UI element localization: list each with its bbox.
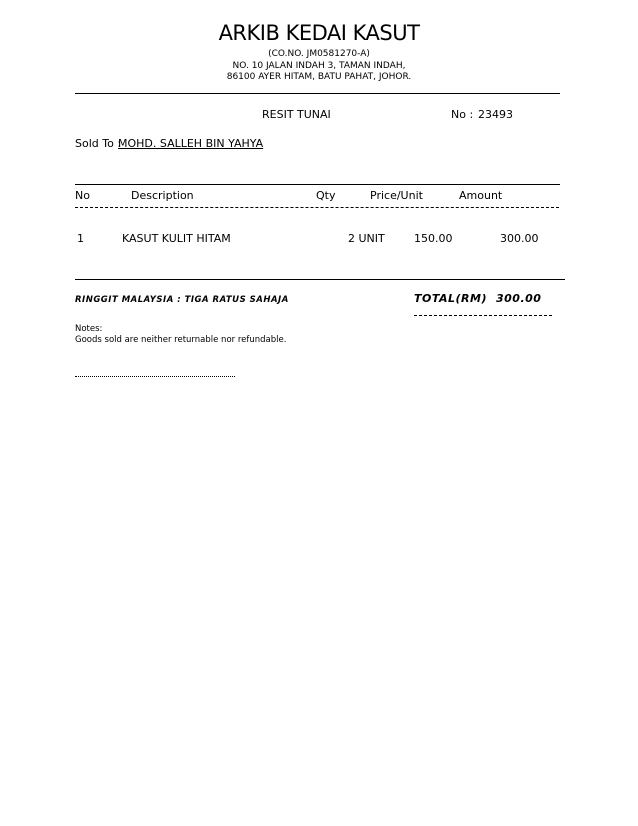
notes-text: Goods sold are neither returnable nor refundable.	[75, 335, 287, 345]
col-header-amount: Amount	[459, 189, 503, 202]
company-registration-no: (CO.NO. JM0581270-A)	[268, 49, 370, 59]
table-top-divider	[75, 184, 560, 185]
table-bottom-divider	[75, 279, 565, 280]
col-header-price: Price/Unit	[370, 189, 423, 202]
col-header-qty: Qty	[316, 189, 336, 202]
col-header-description: Description	[131, 189, 194, 202]
amount-in-words: RINGGIT MALAYSIA : TIGA RATUS SAHAJA	[75, 295, 289, 305]
receipt-title: RESIT TUNAI	[262, 108, 331, 121]
row-no: 1	[77, 232, 84, 245]
customer-name: MOHD. SALLEH BIN YAHYA	[118, 137, 264, 150]
notes-label: Notes:	[75, 324, 103, 334]
total-label: TOTAL(RM)	[414, 292, 487, 305]
total-underline	[414, 315, 552, 316]
address-line-2: 86100 AYER HITAM, BATU PAHAT, JOHOR.	[226, 72, 412, 82]
total-value: 300.00	[496, 292, 542, 305]
sold-to-label: Sold To :	[75, 137, 122, 150]
table-header-divider	[75, 207, 559, 208]
row-description: KASUT KULIT HITAM	[122, 232, 231, 245]
receipt-no-label: No :	[451, 108, 474, 121]
signature-line	[75, 376, 235, 377]
receipt-no-value: 23493	[478, 108, 513, 121]
row-amount: 300.00	[500, 232, 539, 245]
row-qty: 2 UNIT	[348, 232, 385, 245]
row-price: 150.00	[414, 232, 453, 245]
header-divider	[75, 93, 560, 94]
company-name: ARKIB KEDAI KASUT	[218, 21, 420, 45]
address-line-1: NO. 10 JALAN INDAH 3, TAMAN INDAH,	[232, 61, 406, 71]
col-header-no: No	[75, 189, 90, 202]
